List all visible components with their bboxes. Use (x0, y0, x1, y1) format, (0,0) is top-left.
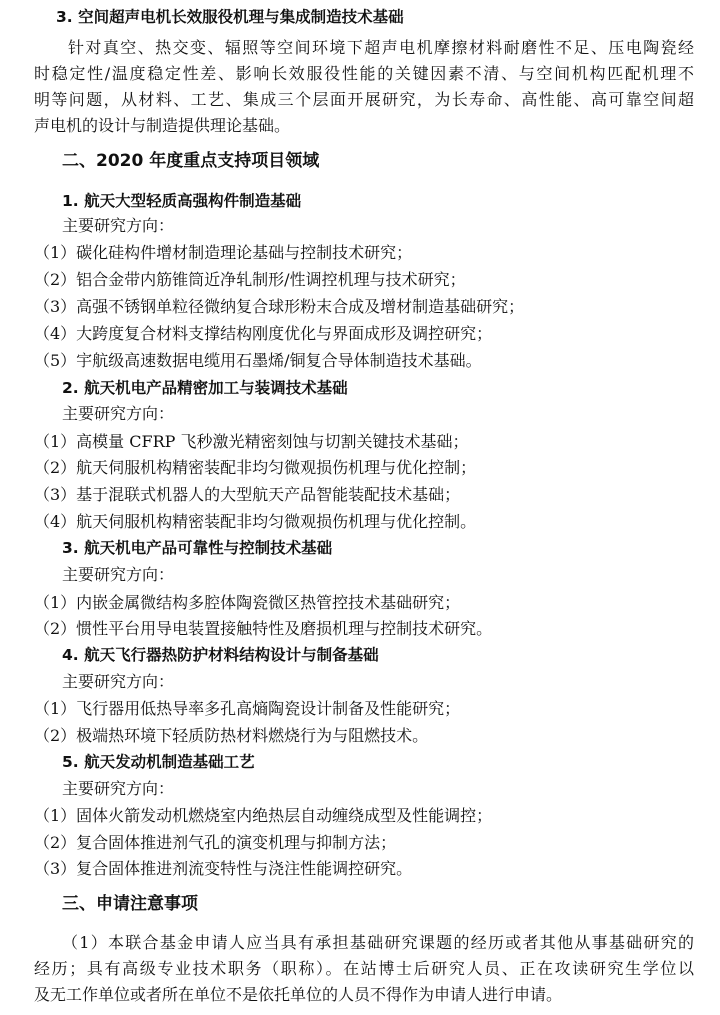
list-item: （3）高强不锈钢单粒径微纳复合球形粉末合成及增材制造基础研究； (34, 297, 525, 316)
list-item: （1）高模量 CFRP 飞秒激光精密刻蚀与切割关键技术基础； (34, 432, 469, 451)
research-direction-label: 主要研究方向： (62, 404, 175, 423)
list-item: （2）复合固体推进剂气孔的演变机理与抑制方法； (34, 833, 397, 852)
list-item: （4）航天伺服机构精密装配非均匀微观损伤机理与优化控制。 (34, 512, 477, 531)
list-item: （1）碳化硅构件增材制造理论基础与控制技术研究； (34, 243, 413, 262)
paragraph-line: 及无工作单位或者所在单位不是依托单位的人员不得作为申请人进行申请。 (34, 985, 563, 1004)
list-item: （2）航天伺服机构精密装配非均匀微观损伤机理与优化控制； (34, 458, 477, 477)
section-heading-notes: 三、申请注意事项 (62, 894, 198, 914)
research-direction-label: 主要研究方向： (62, 779, 175, 798)
list-item: （5）宇航级高速数据电缆用石墨烯/铜复合导体制造技术基础。 (34, 351, 482, 370)
paragraph-line: （1）本联合基金申请人应当具有承担基础研究课题的经历或者其他从事基础研究的 (62, 933, 694, 952)
paragraph-line: 声电机的设计与制造提供理论基础。 (34, 116, 291, 135)
paragraph-line: 明等问题，从材料、工艺、集成三个层面开展研究，为长寿命、高性能、高可靠空间超 (34, 90, 694, 109)
research-direction-label: 主要研究方向： (62, 672, 175, 691)
topic-title: 1. 航天大型轻质高强构件制造基础 (62, 192, 302, 210)
topic-title: 4. 航天飞行器热防护材料结构设计与制备基础 (62, 646, 379, 664)
list-item: （4）大跨度复合材料支撑结构刚度优化与界面成形及调控研究； (34, 324, 493, 343)
topic-title: 5. 航天发动机制造基础工艺 (62, 753, 255, 771)
research-direction-label: 主要研究方向： (62, 565, 175, 584)
list-item: （2）惯性平台用导电装置接触特性及磨损机理与控制技术研究。 (34, 619, 493, 638)
list-item: （3）基于混联式机器人的大型航天产品智能装配技术基础； (34, 485, 461, 504)
paragraph-line: 经历；具有高级专业技术职务（职称）。在站博士后研究人员、正在攻读研究生学位以 (34, 959, 694, 978)
list-item: （3）复合固体推进剂流变特性与浇注性能调控研究。 (34, 859, 413, 878)
paragraph-line: 时稳定性/温度稳定性差、影响长效服役性能的关键因素不清、与空间机构匹配机理不 (34, 64, 694, 83)
topic-title: 3. 航天机电产品可靠性与控制技术基础 (62, 539, 333, 557)
list-item: （1）内嵌金属微结构多腔体陶瓷微区热管控技术基础研究； (34, 593, 461, 612)
list-item: （2）极端热环境下轻质防热材料燃烧行为与阻燃技术。 (34, 726, 429, 745)
section-heading-2020: 二、2020 年度重点支持项目领域 (62, 151, 320, 171)
topic-title: 2. 航天机电产品精密加工与装调技术基础 (62, 379, 348, 397)
paragraph-line: 针对真空、热交变、辐照等空间环境下超声电机摩擦材料耐磨性不足、压电陶瓷经 (68, 38, 694, 57)
research-direction-label: 主要研究方向： (62, 216, 175, 235)
list-item: （1）固体火箭发动机燃烧室内绝热层自动缠绕成型及性能调控； (34, 806, 493, 825)
list-item: （2）铝合金带内筋锥筒近净轧制形/性调控机理与技术研究； (34, 270, 466, 289)
section-heading-space-motor: 3. 空间超声电机长效服役机理与集成制造技术基础 (56, 8, 404, 26)
list-item: （1）飞行器用低热导率多孔高熵陶瓷设计制备及性能研究； (34, 699, 461, 718)
